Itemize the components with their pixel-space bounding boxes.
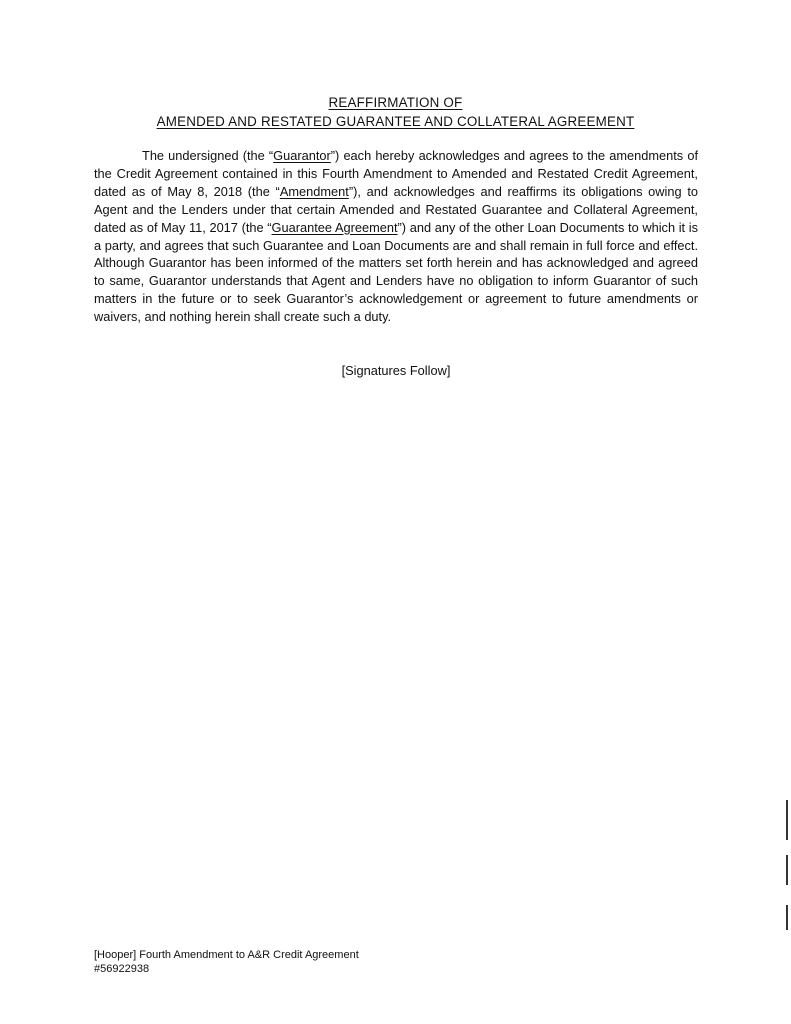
document-title-line-2: AMENDED AND RESTATED GUARANTEE AND COLLATERAL AGREEMENT [156,114,635,129]
document-footer [94,948,594,976]
defined-term-guarantee-agreement: Guarantee Agreement [271,219,398,235]
page-edge-mark [786,855,788,885]
paragraph-text-3: ”), and acknowledges and reaffirms its obligations owing to Agent and the Lenders under that certain Amended and Restated Guarantee and Collateral Agreement, dated as of May 11, 2017 (the “ [94,183,698,235]
footer-document-number: #56922938 [94,963,150,975]
paragraph-text-4: ”) and any of the other Loan Documents to which it is a party, and agrees that such Guarantee and Loan Documents are and shall remain in full force and effect. Although Guarantor has been informed of the matters set forth herein and has acknowledged and agreed to same, Guarantor understands that Agent and Lenders have no obligation to inform Guarantor of such matters in the future or to seek Guarantor’s acknowledgement or agreement to future amendments or waivers, and nothing herein shall create such a duty. [94,219,698,325]
document-title-line-1: REAFFIRMATION OF [328,95,463,110]
paragraph-text-2: ”) each hereby acknowledges and agrees to the amendments of the Credit Agreement contained in this Fourth Amendment to Amended and Restated Credit Agreement, dated as of May 8, 2018 (the “ [94,148,698,199]
page-edge-mark [786,905,788,930]
signatures-follow-note: [Signatures Follow] [341,363,451,378]
defined-term-amendment: Amendment [279,183,349,199]
reaffirmation-paragraph [94,147,698,326]
footer-document-name: [Hooper] Fourth Amendment to A&R Credit Agreement [94,949,359,961]
page-edge-mark [786,800,788,840]
defined-term-guarantor: Guarantor [273,148,331,163]
paragraph-text-1: The undersigned (the “ [142,148,274,163]
